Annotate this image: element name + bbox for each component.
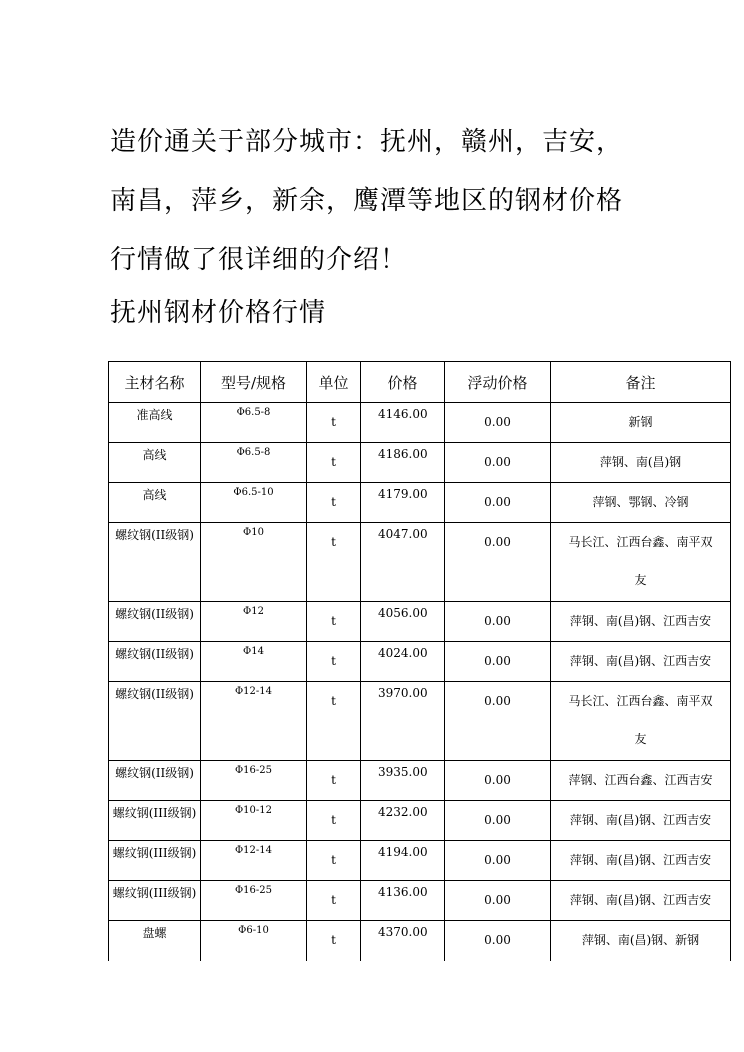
header-float: 浮动价格: [445, 362, 551, 403]
cell-unit: t: [307, 841, 361, 881]
cell-spec: Φ10-12: [201, 801, 307, 841]
cell-name: 螺纹钢(II级钢): [109, 682, 201, 761]
cell-note: [551, 881, 731, 921]
cell-spec: Φ10: [201, 523, 307, 602]
price-table: [108, 361, 731, 961]
section-title: 抚州钢材价格行情: [110, 298, 327, 328]
cell-note: [551, 761, 731, 801]
cell-note: [551, 682, 731, 761]
note-line: 友: [634, 732, 647, 746]
cell-float: 0.00: [445, 403, 551, 443]
intro-line: 行情做了很详细的介绍！: [110, 245, 408, 275]
intro-line: 南昌，萍乡，新余，鹰潭等地区的钢材价格: [110, 186, 624, 216]
cell-name: 高线: [109, 483, 201, 523]
table-row: [109, 881, 731, 921]
cell-spec: Φ12: [201, 602, 307, 642]
table-row: [109, 921, 731, 961]
table-row: [109, 523, 731, 602]
cell-note: [551, 403, 731, 443]
cell-unit: t: [307, 881, 361, 921]
cell-spec: Φ6.5-10: [201, 483, 307, 523]
cell-price: 4146.00: [361, 403, 445, 443]
cell-note: [551, 483, 731, 523]
header-note: 备注: [551, 362, 731, 403]
cell-spec: Φ6.5-8: [201, 403, 307, 443]
cell-float: 0.00: [445, 761, 551, 801]
cell-spec: Φ16-25: [201, 881, 307, 921]
cell-spec: Φ12-14: [201, 841, 307, 881]
cell-note: [551, 841, 731, 881]
cell-price: 4024.00: [361, 642, 445, 682]
cell-spec: Φ16-25: [201, 761, 307, 801]
cell-spec: Φ14: [201, 642, 307, 682]
cell-name: 螺纹钢(III级钢): [109, 841, 201, 881]
header-price: 价格: [361, 362, 445, 403]
cell-unit: t: [307, 801, 361, 841]
cell-name: 螺纹钢(II级钢): [109, 523, 201, 602]
table-row: [109, 761, 731, 801]
cell-note: [551, 443, 731, 483]
note-line: 新钢: [628, 415, 653, 429]
cell-float: 0.00: [445, 443, 551, 483]
cell-name: 螺纹钢(II级钢): [109, 602, 201, 642]
table-row: [109, 602, 731, 642]
table-row: [109, 642, 731, 682]
table-row: [109, 801, 731, 841]
note-line: 萍钢、江西台鑫、江西吉安: [568, 773, 713, 787]
cell-float: 0.00: [445, 881, 551, 921]
note-line: 萍钢、南(昌)钢、江西吉安: [569, 614, 712, 628]
cell-name: 准高线: [109, 403, 201, 443]
cell-price: 4194.00: [361, 841, 445, 881]
header-name: 主材名称: [109, 362, 201, 403]
cell-unit: t: [307, 761, 361, 801]
cell-price: 4136.00: [361, 881, 445, 921]
cell-float: 0.00: [445, 841, 551, 881]
cell-unit: t: [307, 602, 361, 642]
intro-line: 造价通关于部分城市：抚州，赣州，吉安，: [110, 127, 624, 157]
header-unit: 单位: [307, 362, 361, 403]
note-line: 萍钢、南(昌)钢、江西吉安: [569, 813, 712, 827]
cell-note: [551, 602, 731, 642]
cell-note: [551, 921, 731, 961]
note-line: 萍钢、南(昌)钢、江西吉安: [569, 893, 712, 907]
note-line: 萍钢、鄂钢、冷钢: [592, 495, 689, 509]
cell-name: 高线: [109, 443, 201, 483]
cell-name: 螺纹钢(II级钢): [109, 642, 201, 682]
cell-name: 盘螺: [109, 921, 201, 961]
cell-float: 0.00: [445, 642, 551, 682]
cell-note: [551, 523, 731, 602]
note-line: 萍钢、南(昌)钢、江西吉安: [569, 654, 712, 668]
cell-unit: t: [307, 523, 361, 602]
cell-spec: Φ6-10: [201, 921, 307, 961]
table-header-row: [109, 362, 731, 403]
table-row: [109, 483, 731, 523]
cell-price: 4056.00: [361, 602, 445, 642]
cell-spec: Φ6.5-8: [201, 443, 307, 483]
cell-price: 4047.00: [361, 523, 445, 602]
note-line: 马长江、江西台鑫、南平双: [568, 694, 713, 708]
cell-unit: t: [307, 921, 361, 961]
note-line: 马长江、江西台鑫、南平双: [568, 535, 713, 549]
cell-float: 0.00: [445, 801, 551, 841]
table-row: [109, 682, 731, 761]
cell-price: 4186.00: [361, 443, 445, 483]
table-row: [109, 443, 731, 483]
cell-float: 0.00: [445, 483, 551, 523]
cell-unit: t: [307, 483, 361, 523]
cell-float: 0.00: [445, 921, 551, 961]
cell-float: 0.00: [445, 523, 551, 602]
cell-name: 螺纹钢(III级钢): [109, 801, 201, 841]
cell-price: 4179.00: [361, 483, 445, 523]
note-line: 萍钢、南(昌)钢、新钢: [581, 933, 700, 947]
note-line: 萍钢、南(昌)钢、江西吉安: [569, 853, 712, 867]
cell-price: 4370.00: [361, 921, 445, 961]
table-row: [109, 841, 731, 881]
cell-note: [551, 642, 731, 682]
cell-spec: Φ12-14: [201, 682, 307, 761]
note-line: 友: [634, 573, 647, 587]
cell-unit: t: [307, 682, 361, 761]
cell-unit: t: [307, 403, 361, 443]
cell-name: 螺纹钢(II级钢): [109, 761, 201, 801]
cell-price: 4232.00: [361, 801, 445, 841]
cell-unit: t: [307, 443, 361, 483]
cell-name: 螺纹钢(III级钢): [109, 881, 201, 921]
note-line: 萍钢、南(昌)钢: [599, 455, 682, 469]
cell-note: [551, 801, 731, 841]
header-spec: 型号/规格: [201, 362, 307, 403]
cell-price: 3935.00: [361, 761, 445, 801]
cell-float: 0.00: [445, 602, 551, 642]
cell-unit: t: [307, 642, 361, 682]
intro-paragraph: [110, 113, 730, 290]
cell-price: 3970.00: [361, 682, 445, 761]
table-row: [109, 403, 731, 443]
cell-float: 0.00: [445, 682, 551, 761]
